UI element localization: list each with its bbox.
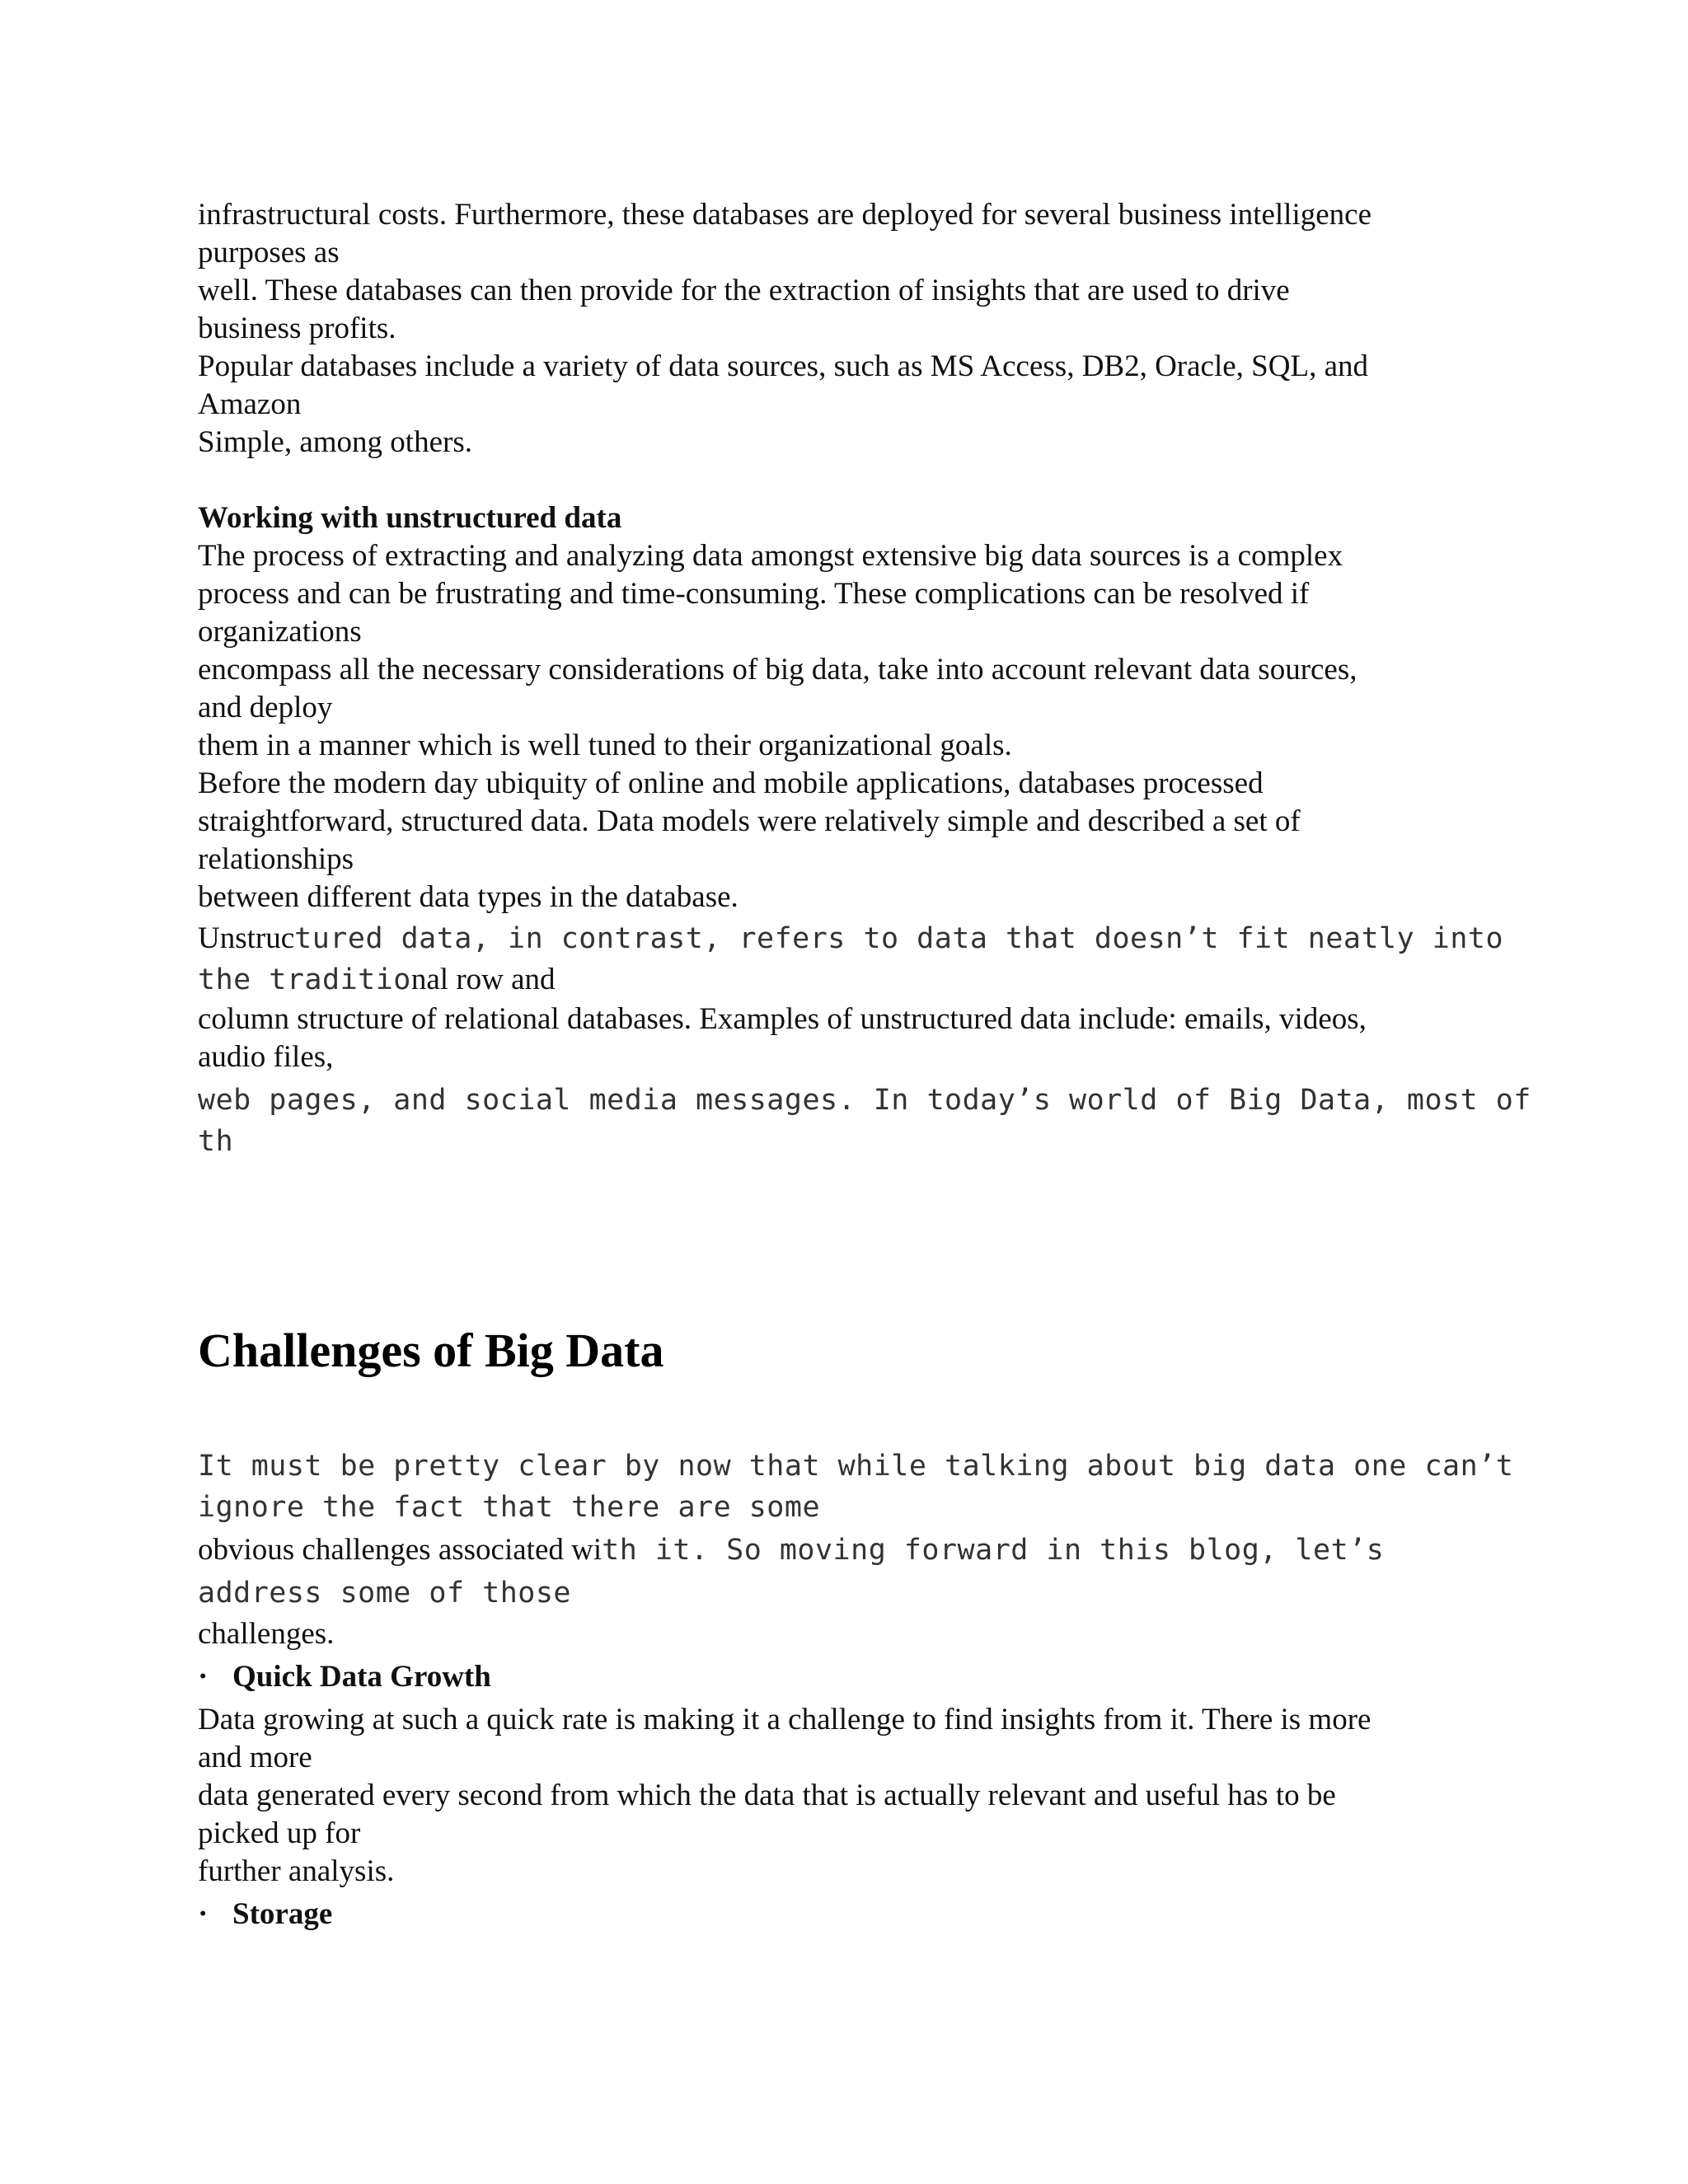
bullet-icon: ·: [198, 1897, 209, 1931]
paragraph-line: straightforward, structured data. Data models were relatively simple and described a set of: [198, 804, 1301, 838]
paragraph-line: Amazon: [198, 387, 302, 421]
paragraph-line: further analysis.: [198, 1854, 395, 1888]
paragraph-line: The process of extracting and analyzing data amongst extensive big data sources is a complex: [198, 539, 1343, 573]
paragraph-line-mixed: [198, 961, 556, 999]
paragraph-line: Popular databases include a variety of data sources, such as MS Access, DB2, Oracle, SQL, and: [198, 349, 1369, 383]
paragraph-line: well. These databases can then provide for the extraction of insights that are used to drive: [198, 274, 1290, 307]
paragraph-line-mono: ignore the fact that there are some: [198, 1491, 821, 1524]
paragraph-line: picked up for: [198, 1816, 361, 1850]
paragraph-line: Simple, among others.: [198, 425, 472, 459]
paragraph-line: organizations: [198, 615, 362, 649]
paragraph-line: data generated every second from which the data that is actually relevant and useful has to be: [198, 1779, 1336, 1812]
bullet-icon: ·: [198, 1660, 209, 1694]
text-mono-fragment: th it. So moving forward in this blog, let’s: [602, 1534, 1385, 1567]
text-serif-fragment: Unstruc: [198, 921, 295, 955]
text-mono-fragment: the traditio: [198, 963, 411, 996]
paragraph-line: challenges.: [198, 1617, 335, 1651]
paragraph-line-mono: web pages, and social media messages. In today’s world of Big Data, most of: [198, 1084, 1531, 1117]
page-title: Challenges of Big Data: [198, 1324, 664, 1377]
paragraph-line-mixed: [198, 920, 1503, 958]
paragraph-line: between different data types in the database.: [198, 880, 738, 914]
paragraph-line: encompass all the necessary considerations of big data, take into account relevant data sources,: [198, 653, 1357, 687]
text-serif-fragment: obvious challenges associated wi: [198, 1533, 603, 1567]
paragraph-line: Data growing at such a quick rate is making it a challenge to find insights from it. There is more: [198, 1703, 1372, 1736]
bullet-title: Quick Data Growth: [232, 1660, 491, 1694]
text-serif-fragment: nal row and: [410, 963, 556, 996]
bullet-title: Storage: [232, 1897, 333, 1931]
text-mono-fragment: tured data, in contrast, refers to data that doesn’t fit neatly into: [294, 922, 1504, 955]
paragraph-line: process and can be frustrating and time-consuming. These complications can be resolved if: [198, 577, 1310, 611]
paragraph-line: and deploy: [198, 691, 333, 724]
paragraph-line: relationships: [198, 842, 354, 876]
paragraph-line: them in a manner which is well tuned to their organizational goals.: [198, 729, 1012, 762]
paragraph-line: infrastructural costs. Furthermore, these databases are deployed for several business intelligence: [198, 198, 1372, 232]
paragraph-line: audio files,: [198, 1040, 334, 1074]
paragraph-line: purposes as: [198, 236, 340, 269]
paragraph-line-mono: address some of those: [198, 1577, 572, 1610]
section-heading: Working with unstructured data: [198, 501, 622, 535]
paragraph-line: column structure of relational databases. Examples of unstructured data include: emails, videos,: [198, 1002, 1367, 1036]
bullet-item-quick-data-growth: [198, 1658, 491, 1696]
bullet-item-storage: [198, 1896, 332, 1933]
paragraph-line-mono: th: [198, 1125, 234, 1158]
paragraph-line: and more: [198, 1741, 312, 1774]
paragraph-line-mono: It must be pretty clear by now that while talking about big data one can’t: [198, 1450, 1514, 1483]
paragraph-line-mixed: [198, 1531, 1384, 1569]
paragraph-line: business profits.: [198, 312, 396, 345]
paragraph-line: Before the modern day ubiquity of online and mobile applications, databases processed: [198, 766, 1264, 800]
